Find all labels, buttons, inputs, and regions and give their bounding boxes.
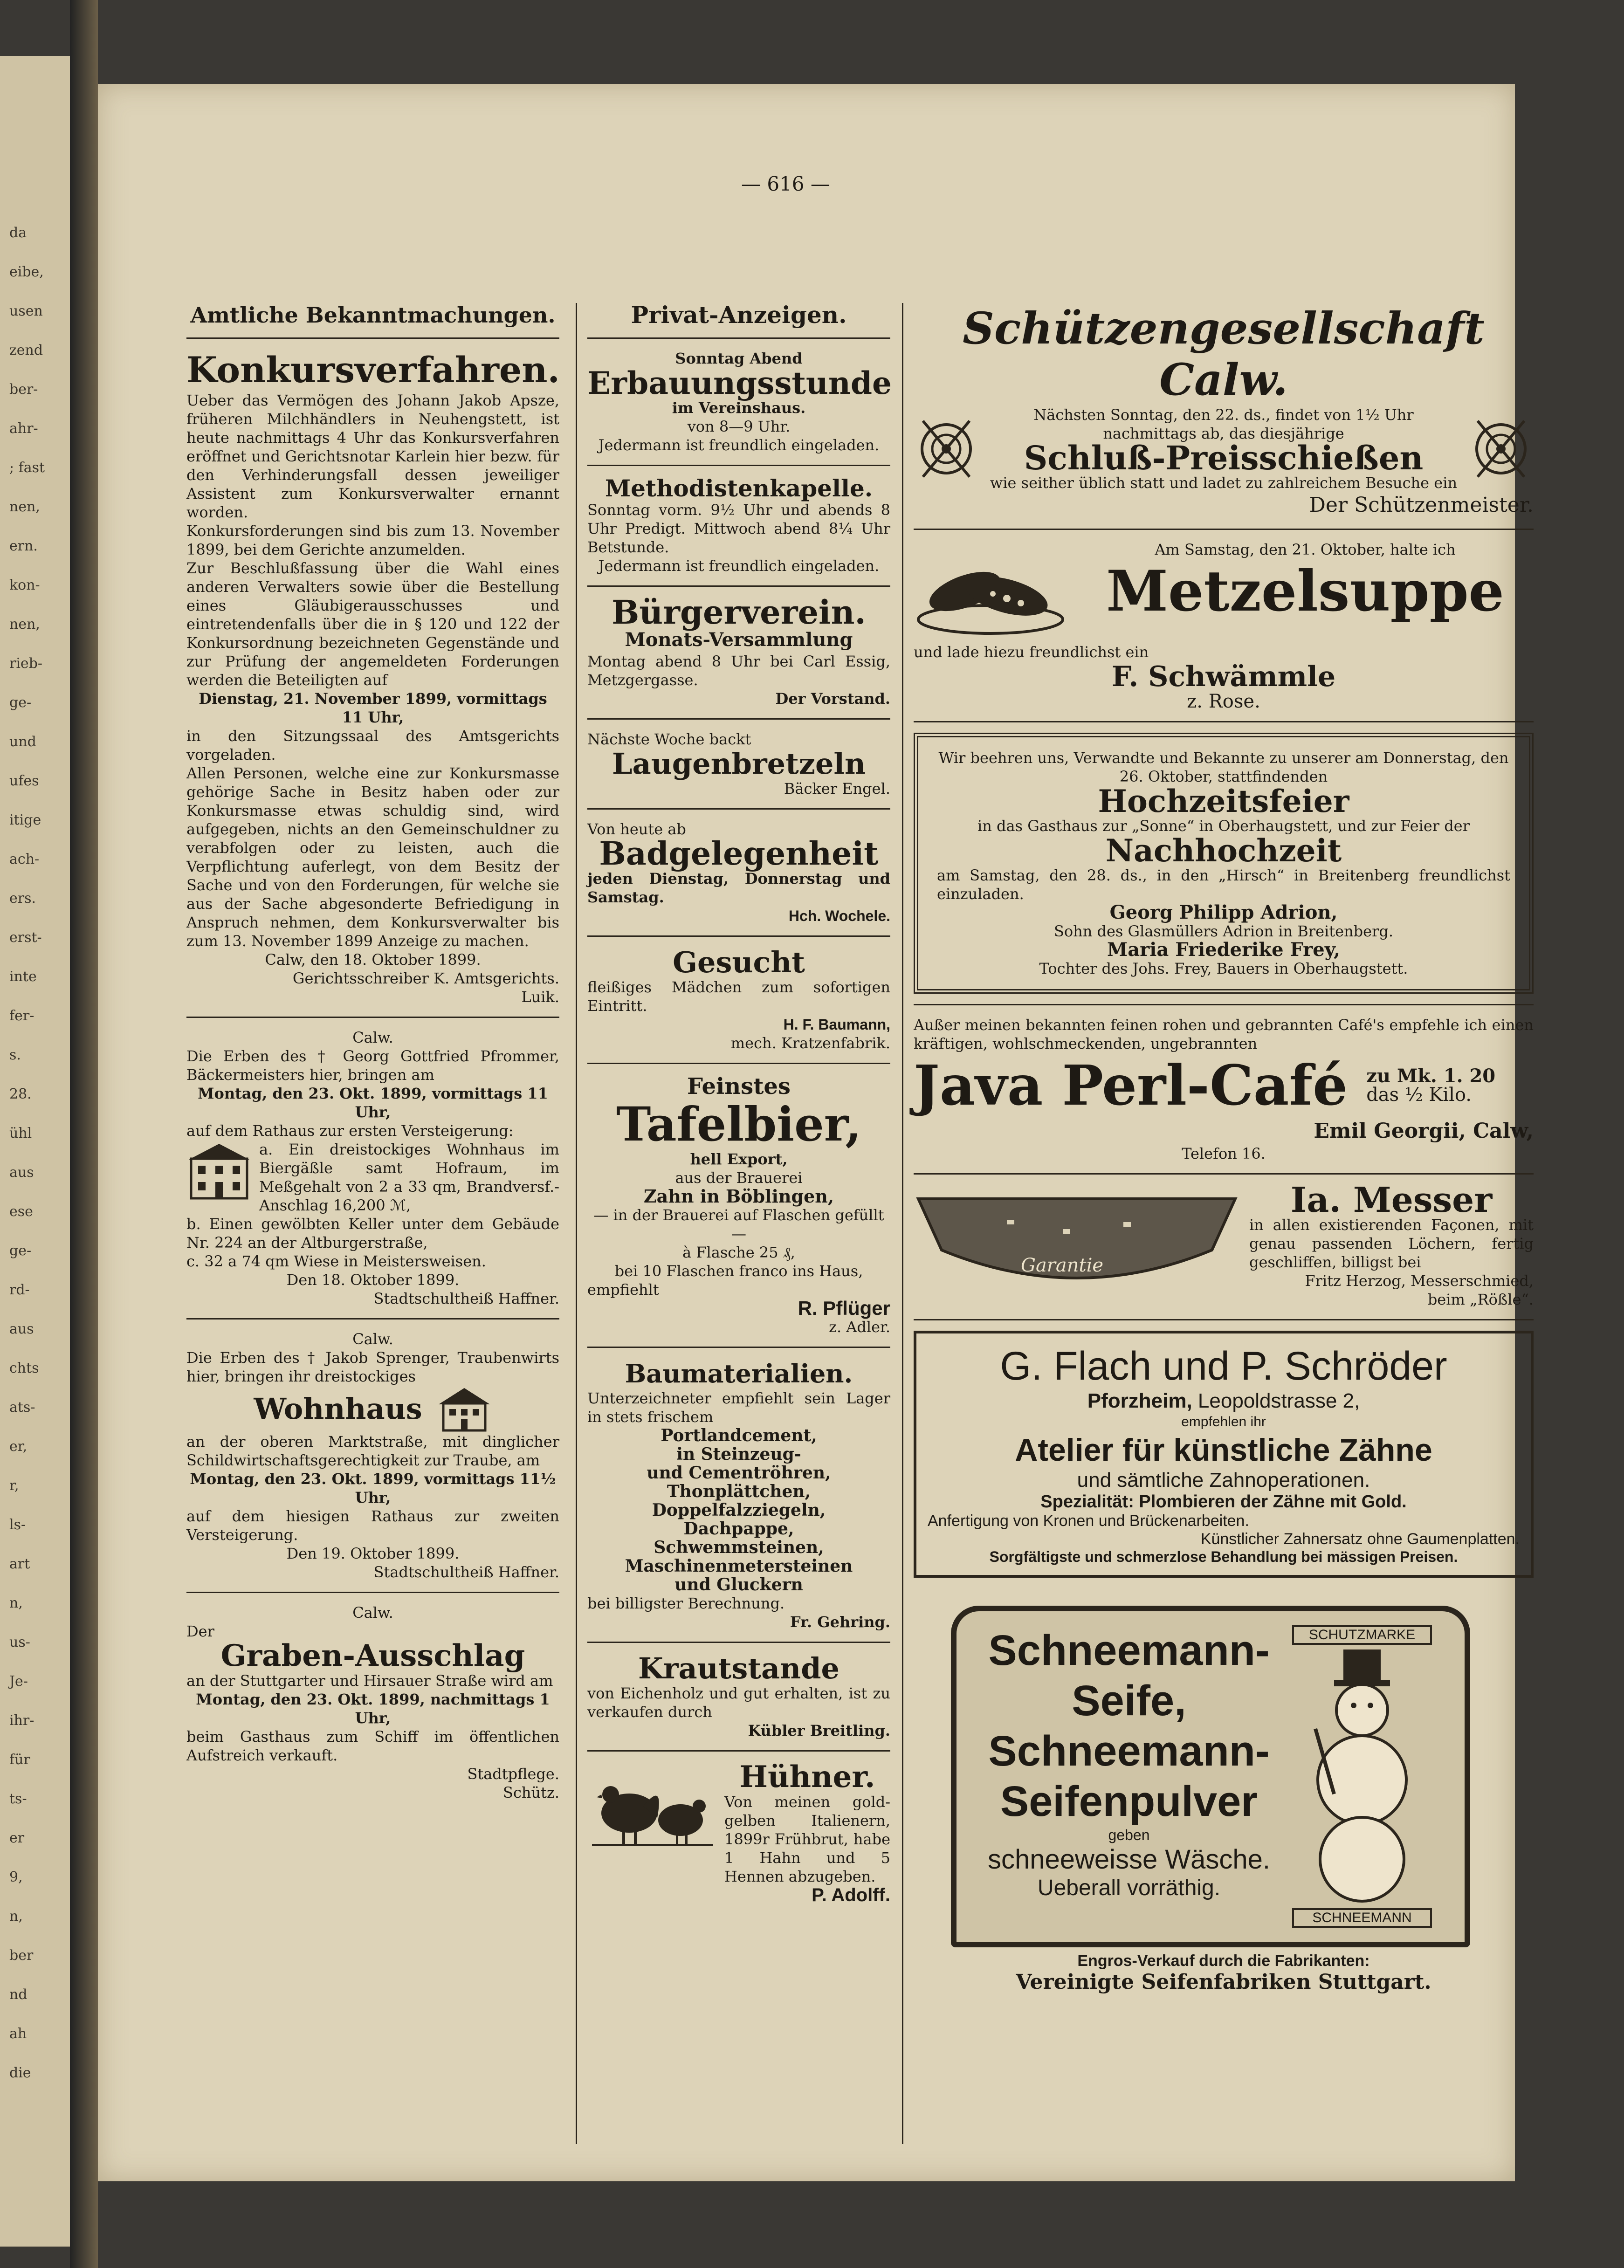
tafelbier-brewery: Zahn in Böblingen,	[643, 1186, 834, 1207]
margin-fragment: s.	[9, 1047, 21, 1063]
notice2-dated: Den 18. Oktober 1899.	[286, 1271, 460, 1289]
margin-fragment: für	[9, 1752, 30, 1768]
huehner-sign: P. Adolff.	[812, 1885, 890, 1905]
seife-l5: schneeweisse Wäsche.	[987, 1844, 1271, 1875]
hochzeit-n1: Georg Philipp Adrion,	[1109, 901, 1338, 923]
seife-l6: Ueberall vorräthig.	[1037, 1876, 1221, 1900]
chicken-icon	[587, 1762, 718, 1850]
messer-sign2: beim „Rößle“.	[1427, 1291, 1534, 1308]
buerger-sign: Der Vorstand.	[775, 690, 890, 708]
baumat-text: Unterzeichneter empfiehlt sein Lager in stets frischem	[587, 1389, 890, 1426]
seife-e2: Vereinigte Seifenfabriken Stuttgart.	[1016, 1970, 1431, 1994]
margin-fragment: inte	[9, 969, 37, 985]
notice3-place: Calw.	[352, 1330, 393, 1348]
notice4-date: Montag, den 23. Okt. 1899, nachmittags 1 Uhr,	[196, 1691, 550, 1727]
notice4-sign1: Stadtpflege.	[467, 1765, 559, 1783]
baumat-title: Baumaterialien.	[625, 1359, 853, 1388]
metzel-text: und lade hiezu freundlichst ein	[914, 643, 1149, 661]
java-sign: Emil Georgii, Calw,	[1314, 1119, 1534, 1143]
tafelbier-sub: hell Export,	[690, 1150, 788, 1168]
notice4-p2: beim Gasthaus zum Schiff im öffentlichen Aufstreich verkauft.	[186, 1728, 559, 1764]
konkurs-p2: Konkursforderungen sind bis zum 13. November 1899, bei dem Gerichte anzumelden.	[186, 522, 559, 558]
notice3-date: Montag, den 23. Okt. 1899, vormittags 11½ Uhr,	[190, 1470, 556, 1506]
house-icon	[186, 1140, 252, 1201]
snowman-icon	[1301, 1645, 1423, 1906]
margin-fragment: erst-	[9, 929, 42, 946]
notice4-sign2: Schütz.	[503, 1784, 559, 1801]
margin-fragment: ihr-	[9, 1712, 34, 1729]
wedding-announcement-frame	[914, 733, 1534, 994]
gesucht-sign2: mech. Kratzenfabrik.	[730, 1034, 890, 1052]
konkurs-sign1: Gerichtsschreiber K. Amtsgerichts.	[292, 969, 559, 987]
gesucht-title: Gesucht	[673, 945, 805, 979]
margin-fragment: fer-	[9, 1008, 34, 1024]
konkurs-place: Calw, den 18. Oktober 1899.	[265, 951, 481, 969]
dentist-ad-box	[914, 1331, 1534, 1578]
konkurs-p1: Ueber das Vermögen des Johann Jakob Apsze, früheren Milchhändlers in Neuhengstett, ist heute nachmittags 4 Uhr das Konkursverfahren eröffnet und Gerichtsnotar Karlein hier bezw. für den Verhinderungsfall dessen jeweiliger Assistent zum Konkursverwalter ernannt worden.	[186, 392, 559, 521]
margin-fragment: da	[9, 225, 27, 241]
margin-fragment: 9,	[9, 1869, 23, 1885]
margin-fragment: er,	[9, 1438, 28, 1455]
baumat-item: und Gluckern	[674, 1575, 803, 1594]
tafelbier-pre: Feinstes	[687, 1073, 791, 1100]
hochzeit-p2: in das Gasthaus zur „Sonne“ in Oberhaugstett, und zur Feier der	[977, 817, 1470, 835]
margin-fragment: rd-	[9, 1282, 30, 1298]
notice4-place: Calw.	[352, 1604, 393, 1622]
buerger-title: Bürgerverein.	[612, 593, 866, 632]
column-display-ads	[914, 224, 1534, 1994]
tafelbier-title: Tafelbier,	[616, 1097, 862, 1152]
flach-rec: empfehlen ihr	[1181, 1414, 1266, 1430]
hochzeit-t1: Hochzeitsfeier	[1098, 783, 1349, 819]
hochzeit-n1d: Sohn des Glasmüllers Adrion in Breitenberg.	[1053, 922, 1394, 940]
messer-title: Ia. Messer	[1290, 1180, 1493, 1220]
buerger-sub: Monats-Versammlung	[625, 629, 853, 651]
notice3-dated: Den 19. Oktober 1899.	[286, 1545, 460, 1562]
margin-fragment: ge-	[9, 1243, 32, 1259]
flach-spec: Spezialität: Plombieren der Zähne mit Gold.	[1040, 1492, 1407, 1512]
baumat-item: Portlandcement,	[661, 1426, 817, 1445]
baumat-item: Dachpappe,	[683, 1519, 794, 1539]
seife-mark2: SCHNEEMANN	[1292, 1908, 1432, 1928]
hochzeit-p3: am Samstag, den 28. ds., in den „Hirsch“ in Breitenberg freundlichst einzuladen.	[937, 866, 1510, 903]
metzel-title: Metzelsuppe	[1106, 558, 1504, 624]
margin-fragment: ; fast	[9, 460, 45, 476]
column-rule-1	[576, 303, 577, 2144]
flach-atelier: Atelier für künstliche Zähne	[1015, 1432, 1432, 1468]
seife-l2: Seife,	[1072, 1677, 1186, 1725]
baumat-item: Maschinenmetersteinen	[625, 1556, 853, 1576]
flach-sub: und sämtliche Zahnoperationen.	[1077, 1469, 1370, 1491]
margin-fragment: Je-	[9, 1673, 28, 1690]
huehner-title: Hühner.	[739, 1759, 875, 1794]
notice2-date: Montag, den 23. Okt. 1899, vormittags 11 Uhr,	[198, 1085, 548, 1121]
erbauung-pre: Sonntag Abend	[675, 350, 803, 367]
seife-e1: Engros-Verkauf durch die Fabrikanten:	[1077, 1952, 1370, 1970]
flach-l2: Künstlicher Zahnersatz ohne Gaumenplatten.	[1200, 1530, 1520, 1548]
margin-fragment: r,	[9, 1478, 19, 1494]
margin-fragment: ts-	[9, 1791, 27, 1807]
page-number: — 616 —	[741, 172, 830, 195]
schuetzen-text2: wie seither üblich statt und ladet zu zahlreichem Besuche ein	[990, 474, 1458, 492]
notice3-p2: an der oberen Marktstraße, mit dinglicher Schildwirtschaftsgerechtigkeit zur Traube, am	[186, 1433, 559, 1469]
notice3-sign: Stadtschultheiß Haffner.	[373, 1563, 559, 1581]
baumat-list	[587, 1426, 890, 1594]
baumat-item: Doppelfalzziegeln,	[652, 1500, 826, 1520]
margin-fragment: usen	[9, 303, 43, 319]
notice4-pre: Der	[186, 1622, 214, 1640]
flach-l3: Sorgfältigste und schmerzlose Behandlung bei mässigen Preisen.	[989, 1548, 1458, 1565]
margin-fragment: 28.	[9, 1086, 32, 1102]
erbauung-note: Jedermann ist freundlich eingeladen.	[598, 436, 880, 454]
margin-fragment: ese	[9, 1203, 33, 1220]
notice2-p2: auf dem Rathaus zur ersten Versteigerung:	[186, 1122, 514, 1140]
schuetzen-sign: Der Schützenmeister.	[1309, 493, 1534, 517]
margin-fragment: nd	[9, 1986, 28, 2003]
java-tel: Telefon 16.	[1182, 1145, 1266, 1162]
margin-fragment: er	[9, 1830, 25, 1846]
margin-fragment: chts	[9, 1360, 39, 1376]
margin-fragment: nen,	[9, 499, 40, 515]
margin-fragment: ah	[9, 2026, 27, 2042]
konkurs-p5: Allen Personen, welche eine zur Konkursmasse gehörige Sache in Besitz haben oder zur Konkursmasse etwas schuldig sind, wird aufgegeben, nichts an den Gemeinschuldner zu verabfolgen oder zu leisten, auch die Verpflichtung auferlegt, von dem Besitz der Sache und von den Forderungen, für welche sie aus der Sache abgesonderte Befriedigung in Anspruch nehmen, dem Konkursverwalter bis zum 13. November 1899 Anzeige zu machen.	[186, 764, 559, 950]
methodisten-title: Methodistenkapelle.	[605, 474, 873, 502]
bad-title: Badgelegenheit	[599, 835, 879, 873]
newspaper-page	[98, 84, 1534, 2181]
flach-city: Pforzheim,	[1087, 1389, 1192, 1412]
margin-fragment: zend	[9, 342, 43, 358]
column-official-notices	[186, 224, 559, 1802]
java-unit: das ½ Kilo.	[1366, 1084, 1472, 1106]
margin-fragment: ber	[9, 1947, 34, 1964]
notice2-item-a: a. Ein dreistockiges Wohnhaus im Biergäßle samt Hofraum, im Meßgehalt von 2 a 33 qm, Brandversf.-Anschlag 16,200 ℳ,	[259, 1141, 559, 1214]
seife-mark: SCHUTZMARKE	[1292, 1625, 1432, 1645]
margin-fragment: ufes	[9, 773, 39, 789]
margin-fragment: ahr-	[9, 420, 38, 437]
buerger-text: Montag abend 8 Uhr bei Carl Essig, Metzgergasse.	[587, 653, 890, 689]
notice2-place: Calw.	[352, 1029, 393, 1046]
metzel-sign2: z. Rose.	[1187, 691, 1260, 712]
notice2-item-b: b. Einen gewölbten Keller unter dem Gebäude Nr. 224 an der Altburgerstraße,	[186, 1215, 559, 1251]
baumat-item: Thonplättchen,	[667, 1482, 811, 1501]
erbauung-title: Erbauungsstunde	[587, 365, 892, 401]
schuetzen-title: Schützengesellschaft Calw.	[963, 303, 1485, 405]
notice2-item-c: c. 32 a 74 qm Wiese in Meistersweisen.	[186, 1252, 486, 1270]
hochzeit-t2: Nachhochzeit	[1105, 832, 1342, 869]
notice2-sign: Stadtschultheiß Haffner.	[373, 1290, 559, 1307]
java-price: zu Mk. 1. 20	[1366, 1065, 1496, 1087]
baumat-item: und Cementröhren,	[647, 1463, 831, 1483]
baumat-item: in Steinzeug-	[676, 1444, 801, 1464]
flach-street: Leopoldstrasse 2,	[1197, 1389, 1360, 1412]
margin-fragment: art	[9, 1556, 30, 1572]
margin-fragment: n,	[9, 1908, 23, 1924]
gesucht-text: fleißiges Mädchen zum sofortigen Eintritt.	[587, 978, 890, 1015]
section-header-private: Privat-Anzeigen.	[631, 301, 847, 329]
tafelbier-from: aus der Brauerei	[675, 1169, 803, 1187]
java-p1: Außer meinen bekannten feinen rohen und gebrannten Café's empfehle ich einen kräftigen, wohlschmeckenden, ungebrannten	[914, 1016, 1534, 1052]
tafelbier-sign: R. Pflüger	[798, 1297, 890, 1319]
bad-text: jeden Dienstag, Donnerstag und Samstag.	[587, 870, 890, 906]
column-private-ads	[587, 224, 890, 1904]
erbauung-time: von 8—9 Uhr.	[687, 418, 791, 435]
baumat-end: bei billigster Berechnung.	[587, 1594, 785, 1612]
konkurs-date: Dienstag, 21. November 1899, vormittags 11 Uhr,	[199, 690, 547, 726]
tafelbier-l3: bei 10 Flaschen franco ins Haus,	[614, 1262, 863, 1280]
margin-fragment: ge-	[9, 694, 32, 711]
baumat-item: Schwemmsteinen,	[654, 1538, 824, 1557]
binding-gutter	[70, 0, 98, 2268]
margin-fragment: und	[9, 734, 36, 750]
konkurs-p3: Zur Beschlußfassung über die Wahl eines anderen Verwalters sowie über die Bestellung eines Gläubigerausschusses und eintretendenfalls über die in § 120 und 122 der Konkursordnung bezeichneten Gegenstände und zur Prüfung der angemeldeten Forderungen werden die Beteiligten auf	[186, 559, 559, 689]
margin-fragment: die	[9, 2065, 31, 2081]
margin-fragment: nen,	[9, 616, 40, 632]
tafelbier-l1: — in der Brauerei auf Flaschen gefüllt —	[593, 1206, 884, 1243]
margin-fragment: ats-	[9, 1399, 35, 1416]
margin-fragment: aus	[9, 1321, 34, 1337]
erbauung-place: im Vereinshaus.	[672, 399, 806, 417]
konkurs-sign2: Luik.	[521, 988, 559, 1006]
methodisten-text: Sonntag vorm. 9½ Uhr und abends 8 Uhr Predigt. Mittwoch abend 8¼ Uhr Betstunde.	[587, 501, 890, 556]
margin-fragment: ach-	[9, 851, 40, 867]
column-rule-2	[902, 303, 903, 2144]
target-emblem-icon	[914, 412, 979, 486]
baumat-sign: Fr. Gehring.	[790, 1613, 890, 1631]
notice3-p1: Die Erben des † Jakob Sprenger, Traubenwirts hier, bringen ihr dreistockiges	[186, 1349, 559, 1385]
hochzeit-n2: Maria Friederike Frey,	[1107, 939, 1341, 961]
konkurs-title: Konkursverfahren.	[186, 349, 560, 391]
notice4-title: Graben-Ausschlag	[220, 1638, 525, 1673]
house-icon	[436, 1386, 492, 1432]
margin-fragment: ls-	[9, 1517, 26, 1533]
previous-page-strip	[0, 56, 70, 2247]
messer-sign: Fritz Herzog, Messerschmied,	[1305, 1272, 1534, 1290]
soap-ad-box	[951, 1606, 1470, 1947]
margin-fragment: rieb-	[9, 655, 43, 672]
section-header-official: Amtliche Bekanntmachungen.	[190, 302, 556, 328]
java-title: Java Perl-Café	[914, 1053, 1348, 1118]
kraut-text: von Eichenholz und gut erhalten, ist zu verkaufen durch	[587, 1684, 890, 1721]
notice2-p1: Die Erben des † Georg Gottfried Pfrommer, Bäckermeisters hier, bringen am	[186, 1047, 559, 1084]
tafelbier-l4: empfiehlt	[587, 1281, 659, 1299]
notice4-p1: an der Stuttgarter und Hirsauer Straße wird am	[186, 1672, 553, 1690]
margin-fragment: us-	[9, 1634, 30, 1650]
schuetzen-text: Nächsten Sonntag, den 22. ds., findet von 1½ Uhr nachmittags ab, das diesjährige	[1033, 406, 1414, 442]
target-emblem-icon	[1468, 412, 1534, 486]
metzel-sign: F. Schwämmle	[1111, 660, 1336, 693]
bad-sign: Hch. Wochele.	[788, 907, 890, 924]
margin-fragment: ühl	[9, 1125, 32, 1141]
kraut-sign: Kübler Breitling.	[748, 1722, 890, 1739]
methodisten-note: Jedermann ist freundlich eingeladen.	[598, 557, 880, 575]
hochzeit-p1: Wir beehren uns, Verwandte und Bekannte zu unserer am Donnerstag, den 26. Oktober, stattfindenden	[938, 749, 1509, 785]
margin-fragment: ern.	[9, 538, 38, 554]
margin-fragment: itige	[9, 812, 41, 828]
tafelbier-l2: à Flasche 25 ₰,	[682, 1244, 795, 1261]
metzel-pre: Am Samstag, den 21. Oktober, halte ich	[1155, 541, 1456, 558]
notice3-p3: auf dem hiesigen Rathaus zur zweiten Versteigerung.	[186, 1507, 559, 1544]
schuetzen-event: Schluß-Preisschießen	[1024, 439, 1424, 477]
margin-fragment: aus	[9, 1164, 34, 1181]
laugen-title: Laugenbretzeln	[612, 747, 866, 781]
margin-fragment: n,	[9, 1595, 23, 1611]
flach-l1: Anfertigung von Kronen und Brückenarbeiten.	[928, 1512, 1249, 1530]
gesucht-sign: H. F. Baumann,	[783, 1016, 890, 1033]
laugen-sign: Bäcker Engel.	[784, 780, 890, 797]
flach-title: G. Flach und P. Schröder	[1000, 1344, 1447, 1388]
kraut-title: Krautstande	[638, 1651, 840, 1685]
tafelbier-sign2: z. Adler.	[829, 1318, 890, 1336]
huehner-text: Von meinen gold-gelben Italienern, 1899r Frühbrut, habe 1 Hahn und 5 Hennen abzugeben.	[724, 1793, 890, 1885]
seife-geben: geben	[1108, 1827, 1150, 1843]
seife-l3: Schneemann-	[988, 1727, 1270, 1775]
margin-fragment: ers.	[9, 890, 36, 907]
seife-l1: Schneemann-	[988, 1627, 1270, 1674]
margin-fragment: kon-	[9, 577, 40, 593]
blade-label: Garantie	[1021, 1255, 1104, 1276]
knife-blade-illustration	[914, 1185, 1240, 1297]
margin-fragment: eibe,	[9, 264, 44, 280]
margin-fragment: ber-	[9, 381, 38, 398]
hochzeit-n2d: Tochter des Johs. Frey, Bauers in Oberhaugstett.	[1039, 960, 1408, 977]
notice3-title: Wohnhaus	[254, 1392, 422, 1426]
seife-l4: Seifenpulver	[1000, 1778, 1258, 1825]
bad-pre: Von heute ab	[587, 820, 686, 838]
konkurs-p4: in den Sitzungssaal des Amtsgerichts vorgeladen.	[186, 727, 559, 763]
laugen-pre: Nächste Woche backt	[587, 730, 751, 748]
messer-text: in allen existierenden Façonen, mit genau passenden Löchern, fertig geschliffen, billigst bei	[1249, 1216, 1534, 1271]
sausage-platter-icon	[914, 540, 1067, 643]
